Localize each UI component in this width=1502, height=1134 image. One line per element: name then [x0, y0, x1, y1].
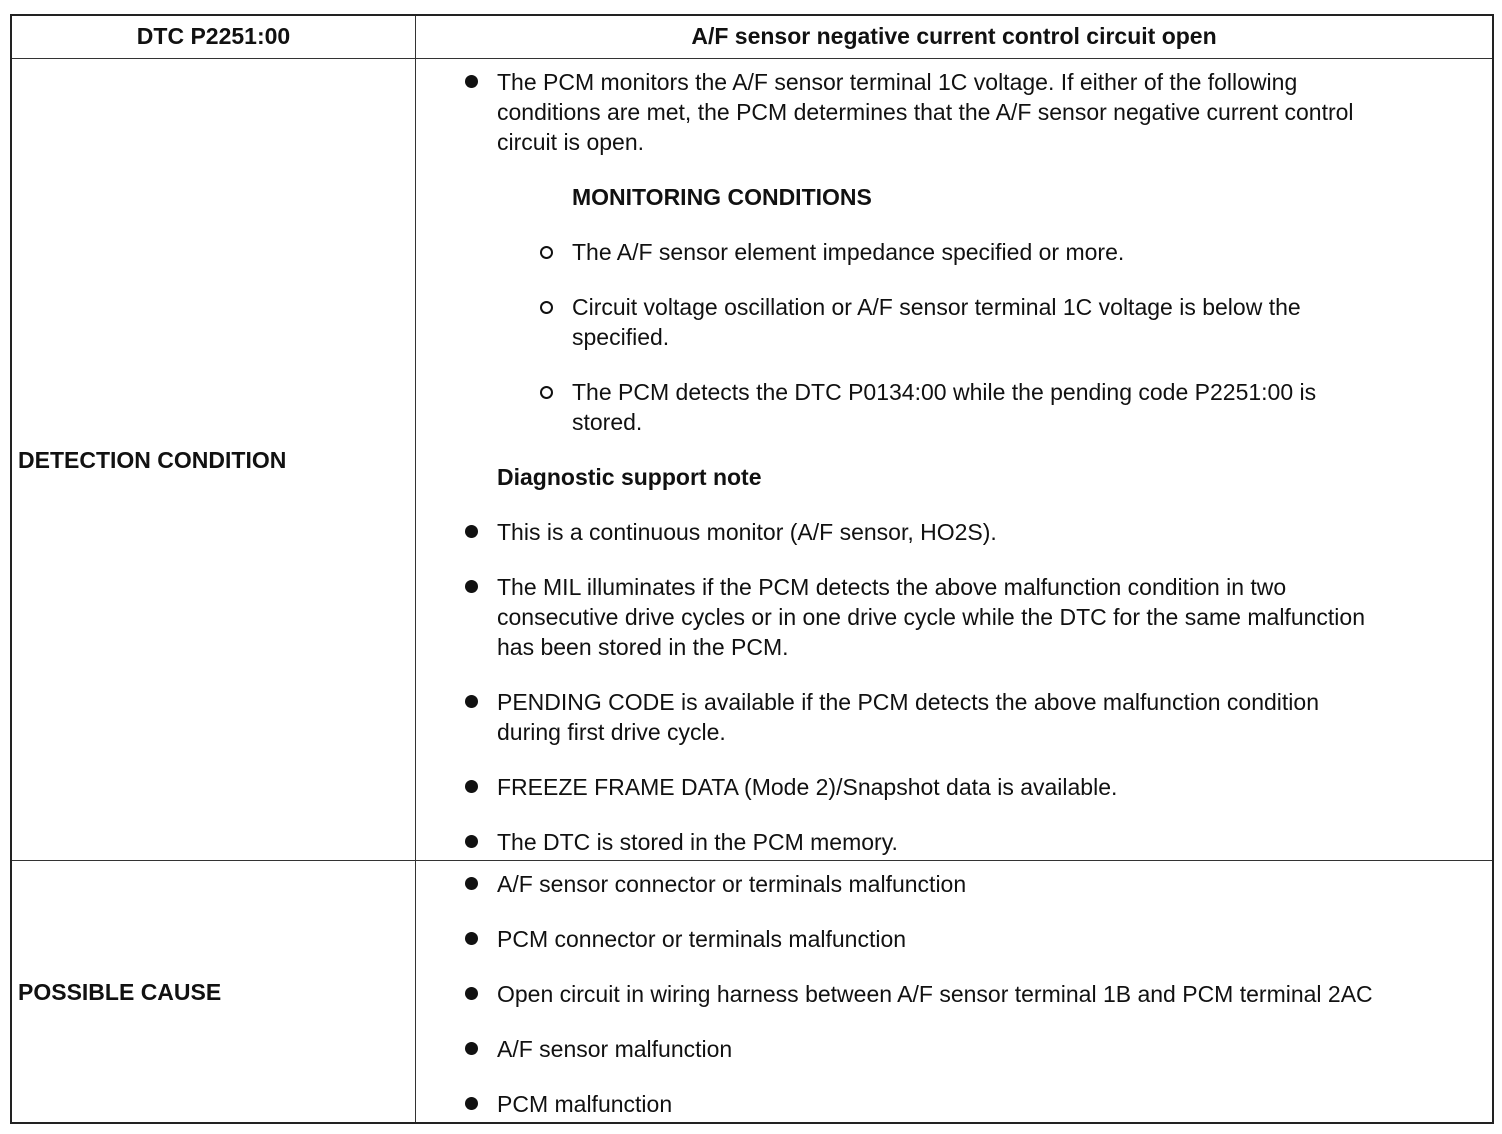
bullet-icon	[465, 1042, 478, 1055]
bullet-icon	[465, 525, 478, 538]
detection-condition-label: DETECTION CONDITION	[18, 447, 287, 473]
monitoring-condition-line: specified.	[572, 324, 670, 350]
support-note-line: PENDING CODE is available if the PCM detects the above malfunction condition	[497, 689, 1319, 715]
intro-line: The PCM monitors the A/F sensor terminal 1C voltage. If either of the following	[497, 69, 1298, 95]
support-note-line: during first drive cycle.	[497, 719, 726, 745]
bullet-icon	[465, 75, 478, 88]
possible-cause-item: A/F sensor connector or terminals malfunction	[497, 871, 967, 897]
support-note-line: consecutive drive cycles or in one drive cycle while the DTC for the same malfunction	[497, 604, 1365, 630]
bullet-icon	[465, 1097, 478, 1110]
header-row-divider	[12, 58, 1492, 59]
diagnostic-support-heading: Diagnostic support note	[497, 464, 762, 490]
possible-cause-label: POSSIBLE CAUSE	[18, 979, 222, 1005]
possible-cause-item: A/F sensor malfunction	[497, 1036, 733, 1062]
monitoring-condition-line: The PCM detects the DTC P0134:00 while the pending code P2251:00 is	[572, 379, 1317, 405]
possible-cause-item: PCM malfunction	[497, 1091, 673, 1117]
support-note-line: The MIL illuminates if the PCM detects the above malfunction condition in two	[497, 574, 1287, 600]
monitoring-condition-line: Circuit voltage oscillation or A/F sensor terminal 1C voltage is below the	[572, 294, 1301, 320]
bullet-icon	[465, 835, 478, 848]
monitoring-condition-line: The A/F sensor element impedance specified or more.	[572, 239, 1125, 265]
support-note-line: This is a continuous monitor (A/F sensor, HO2S).	[497, 519, 997, 545]
bullet-icon	[465, 580, 478, 593]
support-note-line: has been stored in the PCM.	[497, 634, 789, 660]
dtc-description: A/F sensor negative current control circuit open	[691, 23, 1217, 49]
dtc-code: DTC P2251:00	[136, 23, 291, 49]
possible-cause-item: PCM connector or terminals malfunction	[497, 926, 907, 952]
bullet-icon	[465, 877, 478, 890]
dtc-table	[10, 14, 1494, 1124]
support-note-line: The DTC is stored in the PCM memory.	[497, 829, 898, 855]
monitoring-condition-line: stored.	[572, 409, 643, 435]
column-divider	[415, 16, 416, 1122]
support-note-line: FREEZE FRAME DATA (Mode 2)/Snapshot data is available.	[497, 774, 1118, 800]
intro-line: circuit is open.	[497, 129, 645, 155]
possible-cause-item: Open circuit in wiring harness between A/F sensor terminal 1B and PCM terminal 2AC	[497, 981, 1373, 1007]
bullet-icon	[465, 987, 478, 1000]
circle-bullet-icon	[540, 301, 553, 314]
intro-line: conditions are met, the PCM determines that the A/F sensor negative current control	[497, 99, 1354, 125]
bullet-icon	[465, 932, 478, 945]
monitoring-conditions-heading: MONITORING CONDITIONS	[572, 184, 872, 210]
circle-bullet-icon	[540, 246, 553, 259]
dtc-description-header	[416, 16, 1492, 58]
bullet-icon	[465, 780, 478, 793]
circle-bullet-icon	[540, 386, 553, 399]
dtc-code-header	[12, 16, 415, 58]
bullet-icon	[465, 695, 478, 708]
section-divider	[12, 860, 1492, 861]
